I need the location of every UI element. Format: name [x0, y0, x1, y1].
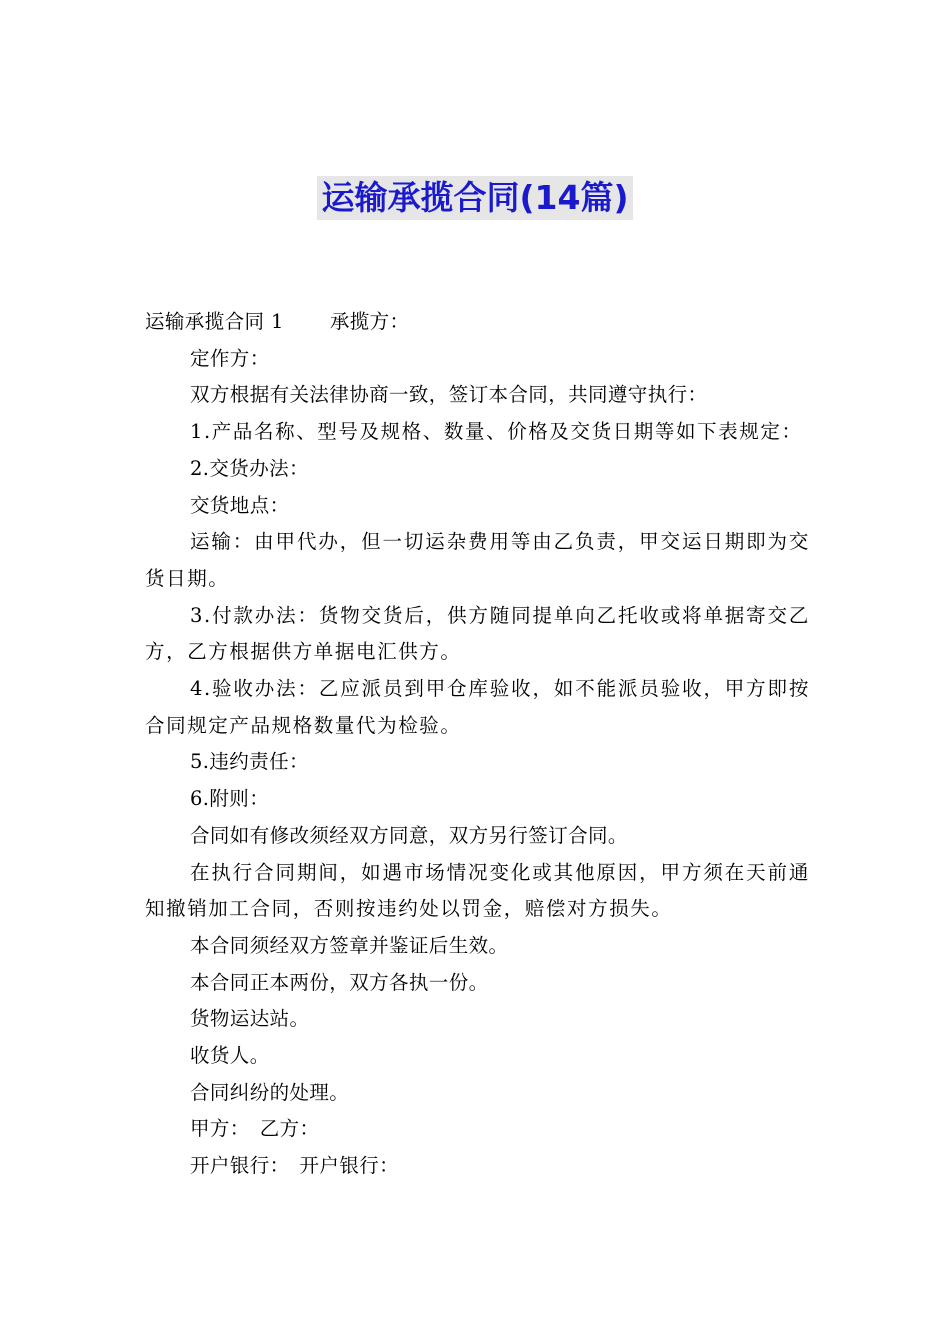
paragraph: 4.验收办法：乙应派员到甲仓库验收，如不能派员验收，甲方即按合同规定产品规格数量代为检验。: [145, 677, 810, 737]
paragraph: 双方根据有关法律协商一致，签订本合同，共同遵守执行：: [190, 383, 708, 407]
party-a-label: 甲方：: [190, 1117, 250, 1141]
paragraph: 2.交货办法：: [190, 456, 309, 480]
paragraph: 货物运达站。: [190, 1007, 310, 1031]
document-body: [145, 304, 810, 1185]
paragraph: 定作方：: [190, 346, 270, 370]
document-title: 运输承揽合同(14篇): [317, 176, 632, 220]
party-b-label: 乙方：: [259, 1117, 320, 1141]
bank-line: [145, 1148, 810, 1185]
paragraph: 在执行合同期间，如遇市场情况变化或其他原因，甲方须在天前通知撤销加工合同，否则按违约处以罚金，赔偿对方损失。: [145, 860, 810, 921]
heading-line: [145, 304, 810, 341]
paragraph: 收货人。: [190, 1044, 270, 1068]
paragraph: 3.付款办法：货物交货后，供方随同提单向乙托收或将单据寄交乙方，乙方根据供方单据电汇供方。: [145, 603, 810, 664]
paragraph: 运输：由甲代办，但一切运杂费用等由乙负责，甲交运日期即为交货日期。: [145, 530, 810, 590]
contractor-label: 承揽方：: [329, 310, 410, 333]
paragraph: 5.违约责任：: [190, 750, 309, 774]
paragraph: 本合同正本两份，双方各执一份。: [190, 970, 489, 994]
paragraph: 本合同须经双方签章并鉴证后生效。: [190, 933, 509, 957]
paragraph: 合同如有修改须经双方同意，双方另行签订合同。: [190, 823, 628, 847]
paragraph: 交货地点：: [190, 493, 290, 517]
title-wrap: [0, 176, 950, 220]
bank-a-label: 开户银行：: [190, 1154, 290, 1178]
party-line: [145, 1111, 810, 1148]
bank-b-label: 开户银行：: [299, 1154, 400, 1178]
paragraph: 1.产品名称、型号及规格、数量、价格及交货日期等如下表规定：: [190, 420, 803, 444]
paragraph: 6.附则：: [190, 787, 270, 811]
contract-number-label: 运输承揽合同 1: [145, 310, 284, 333]
paragraph: 合同纠纷的处理。: [190, 1080, 350, 1104]
